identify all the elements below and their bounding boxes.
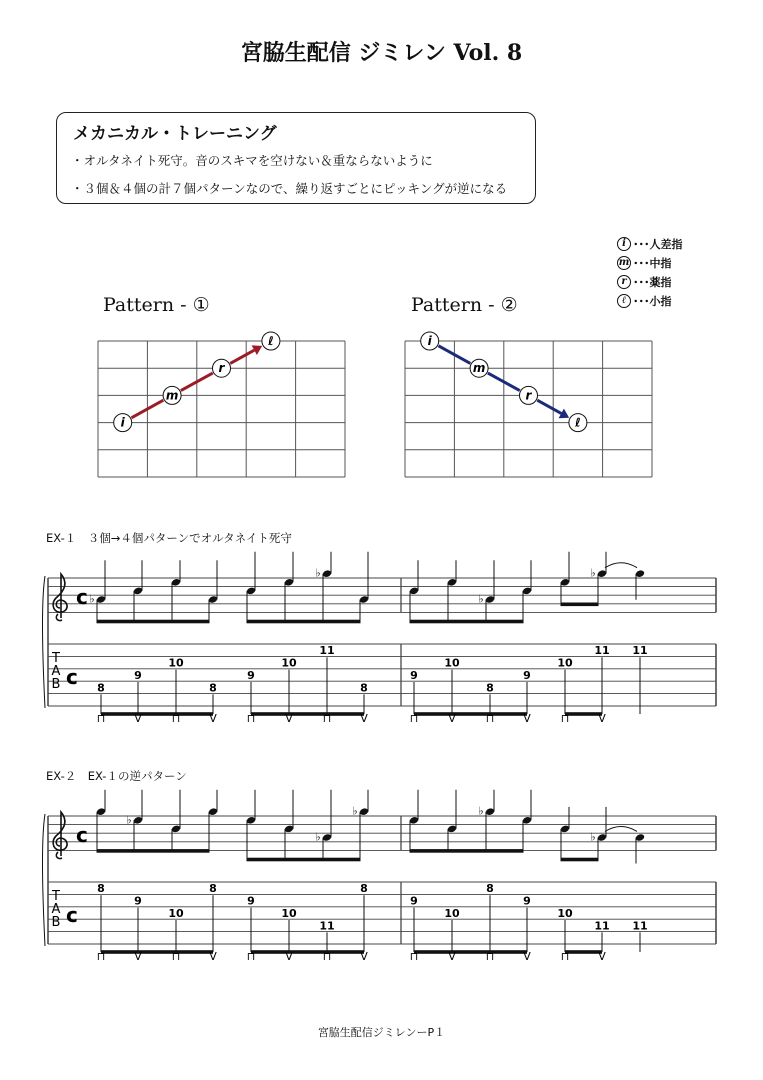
downstroke-icon: ⊓: [322, 950, 332, 963]
tab-fret-number: 10: [281, 907, 297, 920]
example-1-label: EX-１ ３個→４個パターンでオルタネイト死守: [46, 531, 292, 545]
tab-fret-number: 8: [97, 882, 105, 896]
upstroke-icon: V: [523, 712, 531, 725]
flat-sign: ♭: [478, 804, 484, 818]
upstroke-icon: V: [285, 712, 293, 725]
upstroke-icon: V: [448, 712, 456, 725]
finger-symbol-icon: ℓ: [617, 294, 631, 308]
tab-beam: [251, 712, 364, 716]
finger-label: i: [120, 415, 125, 430]
upstroke-icon: V: [448, 950, 456, 963]
tab-fret-number: 10: [444, 656, 460, 670]
tab-fret-number: 8: [486, 882, 494, 896]
tab-fret-number: 8: [209, 681, 217, 695]
tab-fret-number: 9: [410, 669, 418, 682]
tab-fret-number: 11: [632, 644, 648, 658]
tab-beam: [414, 712, 527, 716]
tab-clef-letter: T: [52, 651, 60, 666]
upstroke-icon: V: [209, 712, 217, 725]
page-footer: 宮脇生配信ジミレンーP１: [317, 1026, 446, 1039]
training-box-title: メカニカル・トレーニング: [73, 124, 277, 144]
flat-sign: ♭: [315, 566, 321, 580]
flat-sign: ♭: [352, 804, 358, 818]
finger-label: r: [525, 388, 532, 403]
tab-fret-number: 10: [281, 656, 297, 670]
upstroke-icon: V: [285, 950, 293, 963]
example-1-score: [0, 550, 763, 730]
tab-fret-number: 10: [557, 656, 573, 670]
flat-sign: ♭: [478, 592, 484, 606]
finger-symbol-icon: i: [617, 237, 631, 251]
tie-arc: [605, 827, 637, 832]
example-2-score: [0, 788, 763, 968]
tab-clef-letter: A: [51, 664, 61, 679]
tab-fret-number: 9: [134, 669, 142, 682]
downstroke-icon: ⊓: [560, 950, 570, 963]
downstroke-icon: ⊓: [246, 950, 256, 963]
tab-fret-number: 9: [247, 669, 255, 682]
finger-symbol-icon: r: [617, 275, 631, 289]
fretboard-2: [405, 332, 652, 477]
tab-clef-letter: B: [51, 677, 61, 692]
flat-sign: ♭: [89, 592, 95, 606]
tab-fret-number: 9: [134, 894, 142, 908]
tab-fret-number: 9: [410, 894, 418, 908]
upstroke-icon: V: [134, 950, 142, 963]
finger-label: ℓ: [268, 334, 274, 348]
tab-fret-number: 10: [168, 907, 184, 920]
finger-label: ℓ: [575, 415, 581, 430]
system-bracket: [43, 814, 46, 946]
note-beam: [247, 620, 361, 624]
note-beam: [97, 849, 210, 853]
tab-fret-number: 9: [523, 894, 531, 908]
pattern-1-label: Pattern - ①: [103, 294, 210, 316]
tab-fret-number: 11: [594, 644, 610, 658]
downstroke-icon: ⊓: [171, 712, 181, 725]
flat-sign: ♭: [126, 813, 132, 827]
tie-arc: [605, 563, 637, 568]
upstroke-icon: V: [360, 950, 368, 963]
tab-fret-number: 11: [632, 919, 648, 933]
upstroke-icon: V: [134, 712, 142, 725]
note-beam: [561, 858, 599, 862]
tab-fret-number: 11: [319, 644, 335, 658]
note-beam: [561, 603, 599, 607]
treble-clef-icon: [53, 812, 67, 859]
downstroke-icon: ⊓: [409, 712, 419, 725]
tab-fret-number: 9: [247, 894, 255, 908]
pattern-arrow-line: [537, 400, 561, 413]
tab-beam: [251, 950, 364, 954]
legend-text: ･･･薬指: [633, 275, 672, 289]
tab-fret-number: 8: [97, 681, 105, 695]
finger-symbol-icon: m: [618, 257, 630, 268]
time-signature: c: [76, 585, 88, 609]
flat-sign: ♭: [315, 830, 321, 844]
tab-clef-letter: A: [51, 902, 61, 917]
tab-fret-number: 10: [168, 656, 184, 670]
training-point: ・オルタネイト死守。音のスキマを空けない＆重ならないように: [71, 153, 433, 168]
flat-sign: ♭: [590, 830, 596, 844]
tab-fret-number: 10: [444, 907, 460, 920]
downstroke-icon: ⊓: [246, 712, 256, 725]
legend-text: ･･･中指: [633, 256, 672, 270]
finger-label: m: [472, 361, 486, 376]
upstroke-icon: V: [523, 950, 531, 963]
note-beam: [410, 620, 524, 624]
tab-fret-number: 11: [319, 919, 335, 933]
system-bracket: [43, 576, 46, 708]
legend-text: ･･･人差指: [633, 237, 683, 251]
finger-label: m: [165, 388, 179, 403]
pattern-arrow-line: [230, 350, 254, 363]
upstroke-icon: V: [598, 950, 606, 963]
downstroke-icon: ⊓: [322, 712, 332, 725]
treble-clef-icon: [53, 574, 67, 621]
tab-fret-number: 8: [209, 882, 217, 896]
tab-beam: [101, 712, 213, 716]
fretboard-diagrams: [0, 0, 763, 500]
finger-label: i: [427, 334, 432, 348]
finger-label: r: [218, 361, 225, 376]
training-point: ・３個＆４個の計７個パターンなので、繰り返すごとにピッキングが逆になる: [71, 181, 508, 196]
tab-beam: [565, 712, 602, 716]
tab-fret-number: 8: [360, 681, 368, 695]
tab-beam: [565, 950, 602, 954]
tab-fret-number: 8: [360, 882, 368, 896]
downstroke-icon: ⊓: [485, 712, 495, 725]
upstroke-icon: V: [360, 712, 368, 725]
note-beam: [97, 620, 210, 624]
tab-beam: [414, 950, 527, 954]
page-title: 宮脇生配信 ジミレン Vol. 8: [240, 40, 523, 66]
tab-time-signature: c: [66, 665, 78, 689]
downstroke-icon: ⊓: [485, 950, 495, 963]
tab-time-signature: c: [66, 903, 78, 927]
downstroke-icon: ⊓: [96, 712, 106, 725]
tab-fret-number: 10: [557, 907, 573, 920]
tab-clef-letter: T: [52, 889, 60, 904]
upstroke-icon: V: [598, 712, 606, 725]
tab-clef-letter: B: [51, 915, 61, 930]
downstroke-icon: ⊓: [96, 950, 106, 963]
tab-fret-number: 11: [594, 919, 610, 933]
note-beam: [247, 858, 361, 862]
tab-fret-number: 8: [486, 681, 494, 695]
tab-fret-number: 9: [523, 669, 531, 682]
note-beam: [410, 849, 524, 853]
flat-sign: ♭: [590, 566, 596, 580]
example-2-label: EX-２ EX-１の逆パターン: [46, 769, 187, 783]
upstroke-icon: V: [209, 950, 217, 963]
downstroke-icon: ⊓: [171, 950, 181, 963]
legend-text: ･･･小指: [633, 294, 672, 308]
downstroke-icon: ⊓: [409, 950, 419, 963]
time-signature: c: [76, 823, 88, 847]
pattern-2-label: Pattern - ②: [411, 294, 518, 316]
tab-beam: [101, 950, 213, 954]
downstroke-icon: ⊓: [560, 712, 570, 725]
fretboard-1: [98, 332, 345, 477]
